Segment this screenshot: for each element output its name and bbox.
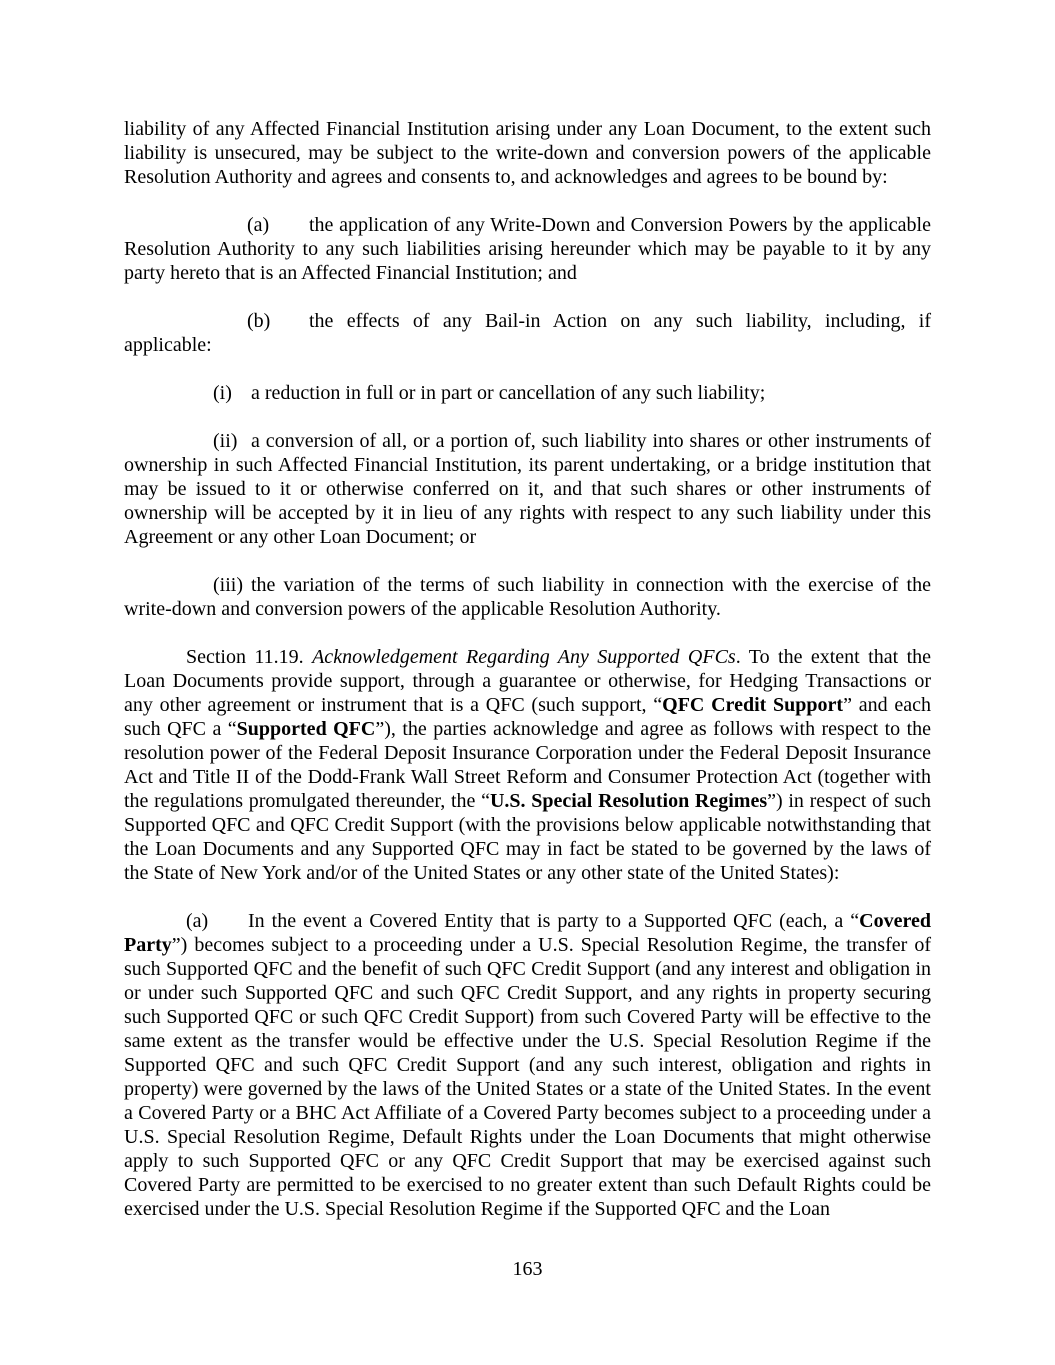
paragraph-item-a-write-down-powers: (a) the application of any Write-Down and Conversion Powers by the applicable Resolution Authority to any such liabilities arising hereunder which may be payable to it by any party hereto that is an Affected Financial Institution; and	[124, 214, 931, 284]
paragraph-item-b-bail-in-effects: (b) the effects of any Bail-in Action on any such liability, including, if applicable:	[124, 310, 931, 356]
paragraph-item-iii-variation: (iii) the variation of the terms of such liability in connection with the exercise of the write-down and conversion powers of the applicable Resolution Authority.	[124, 574, 931, 620]
paragraph-item-i-reduction: (i) a reduction in full or in part or cancellation of any such liability;	[213, 382, 766, 404]
paragraph-section-11-19-supported-qfcs: Section 11.19. Acknowledgement Regarding Any Supported QFCs. To the extent that the Loan Documents provide support, through a guarantee or otherwise, for Hedging Transactions or any other agreement or instrument that is a QFC (such support, “QFC Credit Support” and each such QFC a “Supported QFC”), the parties acknowledge and agree as follows with respect to the resolution power of the Federal Deposit Insurance Corporation under the Federal Deposit Insurance Act and Title II of the Dodd-Frank Wall Street Reform and Consumer Protection Act (together with the regulations promulgated thereunder, the “U.S. Special Resolution Regimes”) in respect of such Supported QFC and QFC Credit Support (with the provisions below applicable notwithstanding that the Loan Documents and any Supported QFC may in fact be stated to be governed by the laws of the State of New York and/or of the United States or any other state of the United States):	[124, 646, 932, 884]
page-number: 163	[512, 1258, 543, 1280]
paragraph-item-ii-conversion: (ii) a conversion of all, or a portion of, such liability into shares or other instruments of ownership in such Affected Financial Institution, its parent undertaking, or a bridge institution that may be issued to it or otherwise conferred on it, and that such shares or other instruments of ownership will be accepted by it in lieu of any rights with respect to any such liability under this Agreement or any other Loan Document; or	[124, 430, 931, 548]
paragraph-item-a-covered-entity: (a) In the event a Covered Entity that is party to a Supported QFC (each, a “Covered Party”) becomes subject to a proceeding under a U.S. Special Resolution Regime, the transfer of such Supported QFC and the benefit of such QFC Credit Support (and any interest and obligation in or under such Supported QFC and such QFC Credit Support, and any rights in property securing such Supported QFC or such QFC Credit Support) from such Covered Party will be effective to the same extent as the transfer would be effective under the U.S. Special Resolution Regime if the Supported QFC and such QFC Credit Support (and any such interest, obligation and rights in property) were governed by the laws of the United States or a state of the United States. In the event a Covered Party or a BHC Act Affiliate of a Covered Party becomes subject to a proceeding under a U.S. Special Resolution Regime, Default Rights under the Loan Documents that might otherwise apply to such Supported QFC or any QFC Credit Support that may be exercised against such Covered Party are permitted to be exercised to no greater extent than such Default Rights could be exercised under the U.S. Special Resolution Regime if the Supported QFC and the Loan	[124, 910, 931, 1220]
paragraph-bail-in-intro: liability of any Affected Financial Institution arising under any Loan Document, to the extent such liability is unsecured, may be subject to the write-down and conversion powers of the applicable Resolution Authority and agrees and consents to, and acknowledges and agrees to be bound by:	[124, 118, 931, 188]
